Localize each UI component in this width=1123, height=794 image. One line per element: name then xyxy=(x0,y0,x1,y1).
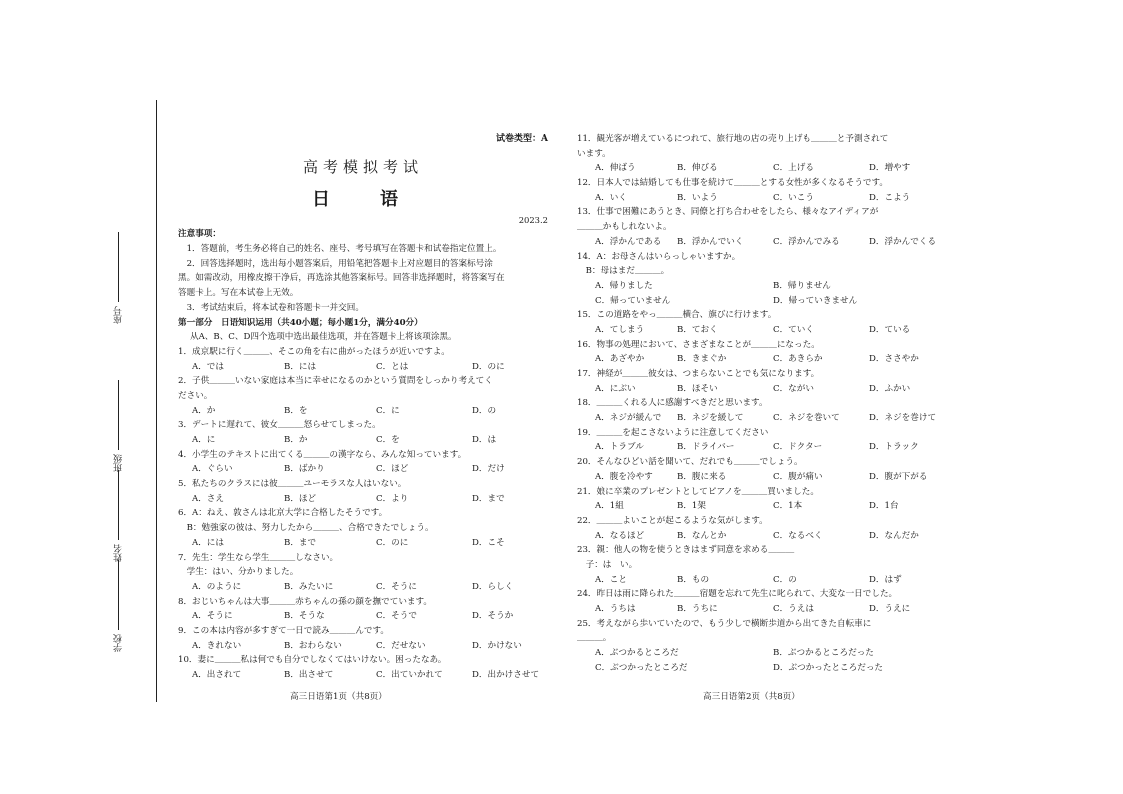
answer-option: C．うえは xyxy=(773,604,814,614)
question-text: います。 xyxy=(577,148,611,159)
answer-option: D．こよう xyxy=(869,192,911,203)
answer-option: A．うちは xyxy=(595,604,636,614)
question-list-right xyxy=(577,132,942,675)
question-text: 21．娘に卒業のプレゼントとしてピアノを＿＿＿買いました。 xyxy=(577,486,819,497)
answer-option: D．トラック xyxy=(869,442,919,453)
option-row xyxy=(577,661,942,676)
notice-block xyxy=(178,242,548,315)
binding-field-label: 班级 xyxy=(114,454,124,472)
answer-option: A．腹を冷やす xyxy=(595,471,653,482)
answer-option: D．ささやか xyxy=(869,354,919,365)
answer-option: C．とは xyxy=(376,361,409,372)
question xyxy=(178,624,548,653)
answer-option: C．を xyxy=(376,435,400,446)
option-row xyxy=(178,536,548,551)
question-text: 1．成京駅に行く＿＿＿、そこの角を右に曲がったほうが近いですよ。 xyxy=(178,346,450,357)
answer-option: D．のに xyxy=(472,361,505,372)
answer-option: C．1本 xyxy=(773,501,803,512)
option-row xyxy=(577,235,942,250)
answer-option: C．ていく xyxy=(773,324,814,335)
answer-option: A．にぶい xyxy=(595,383,636,394)
question xyxy=(577,426,942,455)
answer-option: C．腹が痛い xyxy=(773,471,823,482)
option-row xyxy=(577,191,942,206)
question-text: ＿＿＿かもしれないよ。 xyxy=(577,222,672,233)
option-row xyxy=(577,499,942,514)
question-text: 24．昨日は雨に降られた＿＿＿宿題を忘れて先生に叱られて、大変な一日でした。 xyxy=(577,589,898,600)
question xyxy=(577,485,942,514)
answer-option: D．まで xyxy=(472,493,505,504)
footer-left: 高三日语第1页（共8页） xyxy=(290,692,387,702)
question-text: 7．先生：学生なら学生＿＿＿しなさい。 xyxy=(178,552,339,563)
question-text: 11．観光客が増えているにつれて、旅行地の店の売り上げも＿＿＿と予測されて xyxy=(577,134,889,144)
binding-field xyxy=(112,470,125,562)
answer-option: D．1台 xyxy=(869,501,899,512)
answer-option: C．より xyxy=(376,493,409,504)
question xyxy=(577,367,942,396)
question-text: 14．A：お母さんはいらっしゃいますか。 xyxy=(577,251,741,262)
question-text: 15．この道路をやっ＿＿＿横合、旗びに行けます。 xyxy=(577,310,777,321)
answer-option: C．帰っていません xyxy=(595,295,671,306)
question-text: 5．私たちのクラスには彼＿＿＿ユーモラスな人はいない。 xyxy=(178,479,407,490)
answer-option: B．ほそい xyxy=(677,383,718,394)
answer-option: C．そうに xyxy=(376,581,417,592)
answer-option: A．いく xyxy=(595,192,627,203)
answer-option: A．伸ばう xyxy=(595,163,636,174)
question xyxy=(577,338,942,367)
question xyxy=(178,653,548,682)
question-text: 18．＿＿＿くれる人に感謝すべきだと思います。 xyxy=(577,398,768,409)
option-row xyxy=(577,323,942,338)
option-row xyxy=(178,639,548,654)
answer-option: A．に xyxy=(192,435,216,446)
answer-option: A．帰りました xyxy=(595,280,653,291)
answer-option: C．浮かんでみる xyxy=(773,236,840,247)
question xyxy=(577,176,942,205)
option-row xyxy=(577,646,942,661)
question-text: 9．この本は内容が多すぎて一日で読み＿＿＿んです。 xyxy=(178,625,390,636)
option-row xyxy=(178,433,548,448)
answer-option: C．ながい xyxy=(773,383,814,394)
option-row xyxy=(577,470,942,485)
option-row xyxy=(577,440,942,455)
option-row xyxy=(577,602,942,617)
exam-title: 高考模拟考试 xyxy=(302,158,423,176)
answer-option: C．のに xyxy=(376,537,409,548)
question-text: 23．親：他人の物を使うときはまず同意を求める＿＿＿ xyxy=(577,545,795,556)
option-row xyxy=(577,161,942,176)
answer-option: B．ぶつかるところだった xyxy=(773,648,874,659)
exam-date: 2023.2 xyxy=(518,215,548,226)
question-list-left xyxy=(178,345,548,683)
question-text: ＿＿＿。 xyxy=(577,633,612,644)
answer-option: A．さえ xyxy=(192,493,224,504)
question xyxy=(178,448,548,477)
question-text: 3．デートに遅れて、彼女＿＿＿怒らせてしまった。 xyxy=(178,420,381,431)
answer-option: A．てしまう xyxy=(595,324,645,335)
answer-option: C．ネジを巻いて xyxy=(773,413,840,424)
answer-option: D．ふかい xyxy=(869,383,911,394)
answer-option: B．帰りません xyxy=(773,280,831,291)
option-row xyxy=(178,668,548,683)
question-text: 16．物事の処理において、さまざまなことが＿＿＿になった。 xyxy=(577,339,820,350)
answer-option: B．を xyxy=(284,405,308,416)
exam-type: 试卷类型：A xyxy=(496,134,548,144)
page-right xyxy=(577,132,942,675)
answer-option: C．に xyxy=(376,405,400,416)
answer-option: B．みたいに xyxy=(284,581,334,592)
answer-option: B．ドライバー xyxy=(677,442,735,453)
answer-option: C．ほど xyxy=(376,464,409,475)
question xyxy=(577,587,942,616)
answer-option: B．ばかり xyxy=(284,464,325,475)
binding-field-underline xyxy=(119,560,120,630)
notice-title: 注意事项： xyxy=(178,229,221,240)
page-left xyxy=(178,132,548,683)
section-title: 第一部分 日语知识运用（共40小题；每小题1分，满分40分） xyxy=(178,317,423,328)
question-text: 4．小学生のテキストに出てくる＿＿＿の漢字なら、みんな知っています。 xyxy=(178,449,467,460)
answer-option: D．の xyxy=(472,405,497,416)
answer-option: D．帰っていきません xyxy=(773,295,858,306)
subject-title: 日 语 xyxy=(312,188,414,210)
answer-option: A．ぶつかるところだ xyxy=(595,648,679,659)
notice-line: 2．回答选择题时，选出每小题答案后，用铅笔把答题卡上对应题目的答案标号涂 xyxy=(178,258,493,269)
answer-option: B．うちに xyxy=(677,604,718,614)
answer-option: A．出されて xyxy=(192,670,242,681)
question-text: 学生：はい、分かりました。 xyxy=(178,567,299,578)
section-intro: 从A、B、C、D四个选项中选出最佳选项，并在答题卡上将该项涂黑。 xyxy=(190,332,457,343)
answer-option: D．ている xyxy=(869,324,911,335)
answer-option: C．ぶつかったところだ xyxy=(595,662,688,673)
answer-option: B．には xyxy=(284,361,317,372)
notice-line: 黑。如需改动，用橡皮擦干净后，再选涂其他答案标号。回答非选择题时，将答案写在 xyxy=(178,273,505,284)
answer-option: D．ぶつかったところだった xyxy=(773,662,884,673)
answer-option: B．か xyxy=(284,435,308,446)
question xyxy=(577,617,942,676)
answer-option: D．ネジを巻けて xyxy=(869,413,937,424)
question-text: 6．A：ねえ、敦さんは北京大学に合格したそうです。 xyxy=(178,508,388,519)
answer-option: A．には xyxy=(192,537,224,548)
notice-line: 答题卡上。写在本试卷上无效。 xyxy=(178,288,299,299)
answer-option: A．きれない xyxy=(192,640,242,651)
answer-option: B．ておく xyxy=(677,324,718,335)
answer-option: B．いよう xyxy=(677,192,718,203)
question-text: 20．そんなひどい話を聞いて、だれでも＿＿＿でしょう。 xyxy=(577,457,803,468)
answer-option: A．浮かんである xyxy=(595,236,662,247)
answer-option: B．浮かんでいく xyxy=(677,236,744,247)
answer-option: C．の xyxy=(773,574,797,585)
option-row xyxy=(577,352,942,367)
question xyxy=(577,308,942,337)
binding-field-label: 座号 xyxy=(114,306,124,324)
answer-option: B．まで xyxy=(284,537,317,548)
answer-option: D．うえに xyxy=(869,604,911,614)
option-row xyxy=(178,609,548,624)
binding-field-underline xyxy=(119,470,120,540)
answer-option: D．浮かんでくる xyxy=(869,236,937,247)
answer-option: D．かけない xyxy=(472,640,522,651)
answer-option: B．ネジを緩して xyxy=(677,413,744,424)
question-text: 17．神経が＿＿＿彼女は、つまらないことでも気になります。 xyxy=(577,369,820,379)
binding-field xyxy=(112,380,125,472)
answer-option: B．腹に来る xyxy=(677,471,727,482)
binding-field-label: 学校 xyxy=(114,634,124,652)
answer-option: C．上げる xyxy=(773,163,814,174)
binding-field-label: 姓名 xyxy=(114,544,124,562)
answer-option: A．なるほど xyxy=(595,530,645,541)
question-text: 子：は い。 xyxy=(577,559,638,570)
option-row xyxy=(178,404,548,419)
question xyxy=(577,543,942,587)
question-text: 12．日本人では結婚しても仕事を続けて＿＿＿とする女性が多くなるそうです。 xyxy=(577,178,889,189)
question xyxy=(577,396,942,425)
option-row xyxy=(178,492,548,507)
question-text: 22．＿＿＿よいことが起こるような気がします。 xyxy=(577,515,768,526)
answer-option: A．か xyxy=(192,405,216,416)
answer-option: D．増やす xyxy=(869,163,911,174)
answer-option: D．はず xyxy=(869,574,902,585)
answer-option: D．だけ xyxy=(472,464,505,475)
question-text: 19．＿＿＿を起こさないように注意してください xyxy=(577,427,769,438)
binding-field xyxy=(112,560,125,652)
question-text: B：母はまだ＿＿＿。 xyxy=(577,266,670,277)
answer-option: D．そうか xyxy=(472,611,514,622)
question xyxy=(577,132,942,176)
question xyxy=(178,374,548,418)
answer-option: B．なんとか xyxy=(677,530,727,541)
question-text: ださい。 xyxy=(178,390,213,401)
question xyxy=(577,205,942,249)
option-row xyxy=(577,294,942,309)
option-row xyxy=(577,279,942,294)
notice-line: 1．答题前，考生务必将自己的姓名、座号、考号填写在答题卡和试卷指定位置上。 xyxy=(178,244,502,255)
answer-option: C．なるべく xyxy=(773,530,823,541)
answer-option: A．あざやか xyxy=(595,354,645,365)
question-text: 10．妻に＿＿＿私は何でも自分でしなくてはいけない。困ったなあ。 xyxy=(178,655,447,666)
answer-option: A．ネジが緩んで xyxy=(595,413,662,424)
answer-option: B．もの xyxy=(677,574,710,585)
answer-option: B．ほど xyxy=(284,493,317,504)
answer-option: A．こと xyxy=(595,574,627,585)
answer-option: C．あきらか xyxy=(773,354,823,365)
binding-line xyxy=(156,100,157,702)
answer-option: A．トラブル xyxy=(595,442,644,453)
answer-option: A．ぐらい xyxy=(192,464,233,475)
answer-option: C．いこう xyxy=(773,192,814,203)
answer-option: C．だせない xyxy=(376,640,426,651)
answer-option: A．のように xyxy=(192,581,242,592)
answer-option: D．出かけさせて xyxy=(472,670,540,681)
answer-option: B．おわらない xyxy=(284,640,342,651)
answer-option: B．出させて xyxy=(284,670,334,681)
answer-option: B．1架 xyxy=(677,501,706,512)
answer-option: D．こそ xyxy=(472,537,505,548)
answer-option: C．そうで xyxy=(376,611,417,622)
answer-option: B．きまぐか xyxy=(677,354,727,365)
binding-field-underline xyxy=(119,232,120,302)
answer-option: C．出ていかれて xyxy=(376,670,443,681)
question-text: 13．仕事で困難にあうとき、同僚と打ち合わせをしたら、様々なアイディアが xyxy=(577,207,879,218)
option-row xyxy=(577,411,942,426)
footer-right: 高三日语第2页（共8页） xyxy=(703,692,800,702)
notice-line: 3．考试结束后，将本试卷和答题卡一并交回。 xyxy=(178,302,364,313)
option-row xyxy=(178,462,548,477)
answer-option: B．伸びる xyxy=(677,163,718,174)
question-text: B：勉強家の彼は、努力したから＿＿＿、合格できたでしょう。 xyxy=(178,523,434,534)
question xyxy=(178,477,548,506)
question-text: 8．おじいちゃんは大事＿＿＿赤ちゃんの孫の顔を撫でています。 xyxy=(178,596,432,607)
question-text: 2．子供＿＿＿いない家庭は本当に幸せになるのかという質問をしっかり考えてく xyxy=(178,376,493,387)
question xyxy=(178,595,548,624)
answer-option: A．1組 xyxy=(595,501,624,512)
answer-option: B．そうな xyxy=(284,611,325,622)
answer-option: A．では xyxy=(192,361,224,372)
question xyxy=(178,418,548,447)
question xyxy=(178,506,548,550)
binding-field xyxy=(112,232,125,324)
option-row xyxy=(178,360,548,375)
answer-option: D．なんだか xyxy=(869,530,919,541)
question xyxy=(577,250,942,309)
answer-option: D．らしく xyxy=(472,581,514,592)
answer-option: A．そうに xyxy=(192,611,233,622)
answer-option: C．ドクター xyxy=(773,442,823,453)
option-row xyxy=(178,580,548,595)
option-row xyxy=(577,529,942,544)
binding-field-underline xyxy=(119,380,120,450)
answer-option: D．腹が下がる xyxy=(869,471,928,482)
question xyxy=(178,345,548,374)
answer-option: D．は xyxy=(472,435,497,446)
option-row xyxy=(577,382,942,397)
question-text: 25．考えながら歩いていたので、もう少しで横断歩道から出てきた自転車に xyxy=(577,618,872,629)
option-row xyxy=(577,573,942,588)
question xyxy=(577,455,942,484)
question xyxy=(178,551,548,595)
question xyxy=(577,514,942,543)
